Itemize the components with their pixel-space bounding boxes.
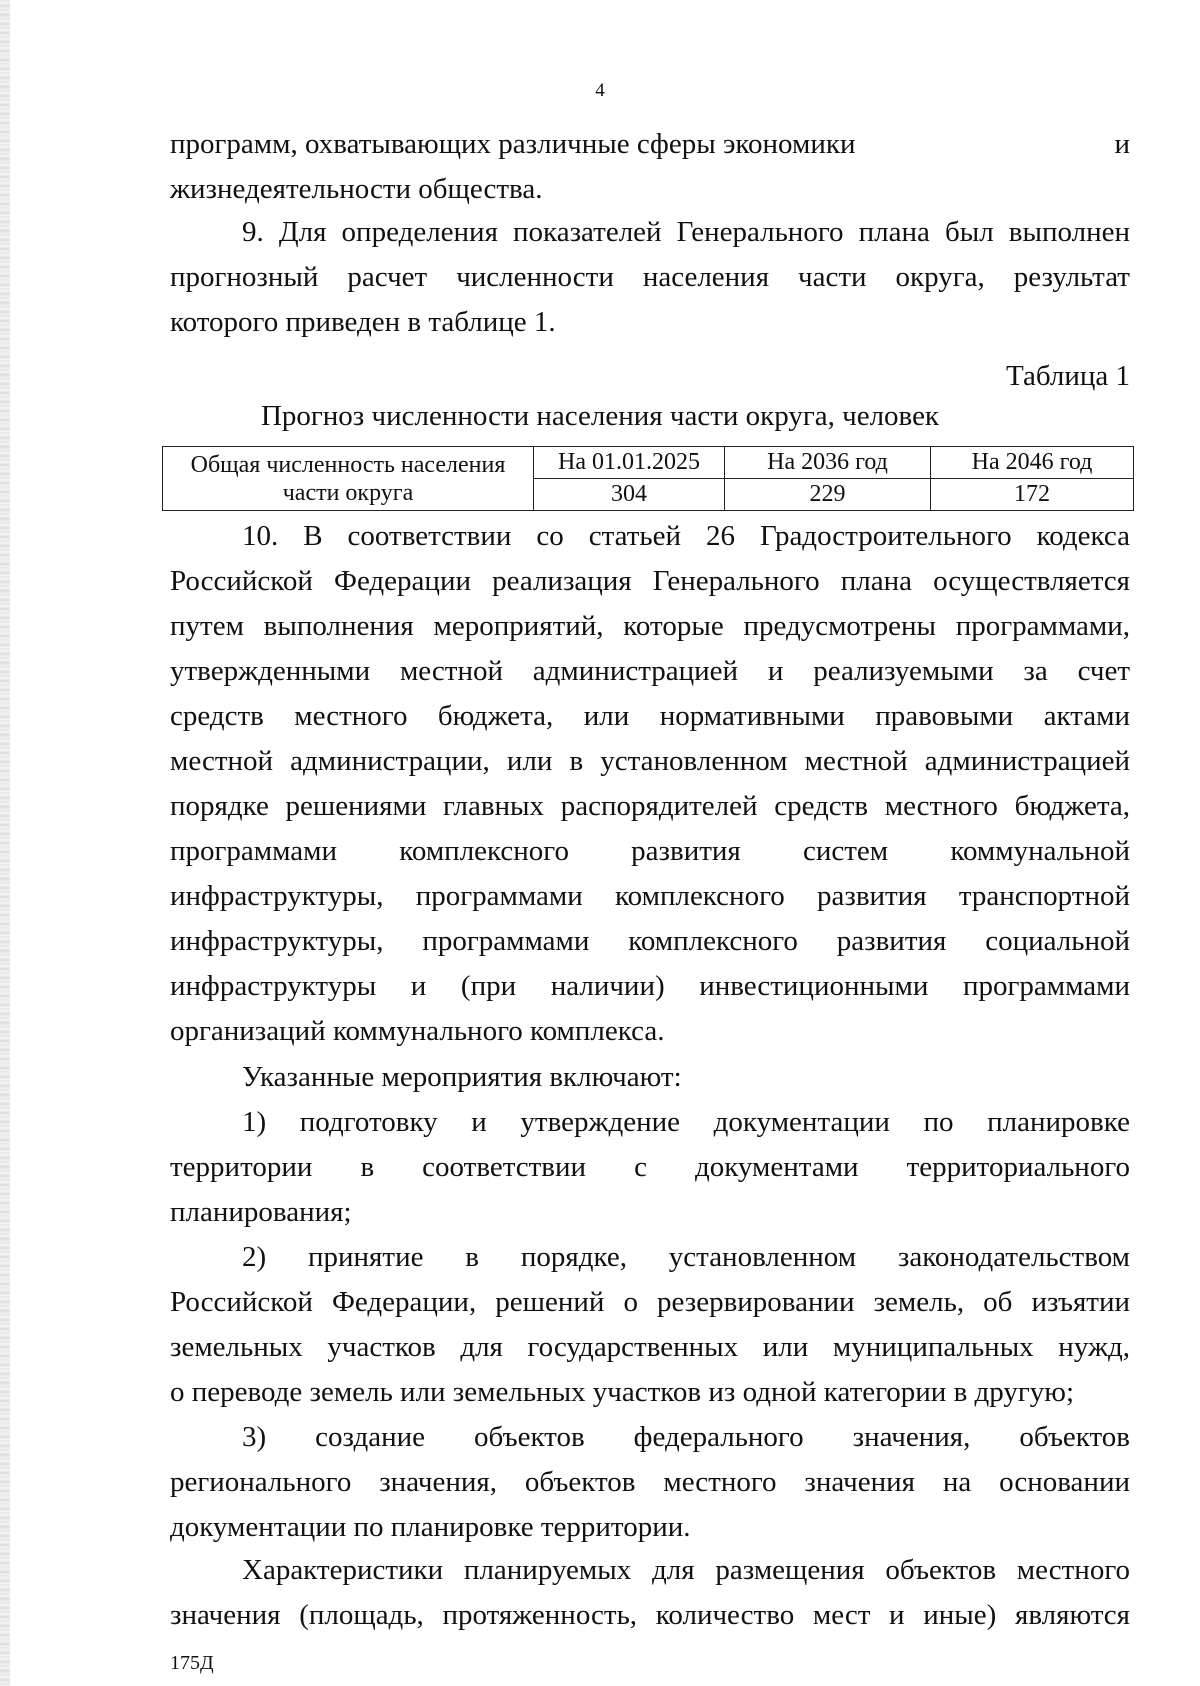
list-item-2 [170,1235,1130,1415]
list-item-1 [170,1100,1130,1235]
measures-intro-line: Указанные мероприятия включают: [242,1061,682,1093]
p10-line: средств местного бюджета, или нормативными правовыми актами [170,700,1130,732]
p10-line: путем выполнения мероприятий, которые предусмотрены программами, [170,610,1130,642]
paragraph-9 [170,210,1130,345]
intro-line-1-end: и [1114,128,1130,160]
column-header-2046: На 2046 год [931,447,1134,479]
row-header-cell: Общая численность населения части округа [163,447,534,511]
intro-line-2: жизнедеятельности общества. [170,173,543,205]
item2-line: о переводе земель или земельных участков из одной категории в другую; [170,1376,1075,1408]
last-line: Характеристики планируемых для размещения объектов местного [242,1554,1130,1586]
scan-edge [0,0,10,1686]
paragraph-intro [170,122,1130,212]
p10-line: организаций коммунального комплекса. [170,1015,665,1047]
p10-line: инфраструктуры, программами комплексного развития транспортной [170,880,1130,912]
item3-line: регионального значения, объектов местного значения на основании [170,1466,1130,1498]
value-2036: 229 [725,479,931,511]
page-number: 4 [595,80,605,101]
item2-line: земельных участков для государственных или муниципальных нужд, [170,1331,1130,1363]
p10-line: местной администрации, или в установленном местной администрацией [170,745,1130,777]
p9-line: которого приведен в таблице 1. [170,306,556,338]
list-item-3 [170,1415,1130,1550]
table-row [163,447,1134,479]
column-header-2036: На 2036 год [725,447,931,479]
paragraph-last [170,1548,1130,1638]
last-line: значения (площадь, протяженность, количество мест и иные) являются [170,1599,1130,1631]
p10-line: инфраструктуры, программами комплексного развития социальной [170,925,1130,957]
footer-code: 175Д [170,1652,214,1674]
p10-line: утвержденными местной администрацией и реализуемыми за счет [170,655,1130,687]
item3-line: 3) создание объектов федерального значения, объектов [242,1421,1130,1453]
paragraph-10 [170,514,1130,1054]
item2-line: 2) принятие в порядке, установленном законодательством [242,1241,1130,1273]
value-2046: 172 [931,479,1134,511]
table-caption: Прогноз численности населения части округа, человек [260,400,940,432]
item1-line: планирования; [170,1196,352,1228]
item2-line: Российской Федерации, решений о резервировании земель, об изъятии [170,1286,1130,1318]
p10-line: Российской Федерации реализация Генерального плана осуществляется [170,565,1130,597]
p10-line: программами комплексного развития систем коммунальной [170,835,1130,867]
value-2025: 304 [534,479,725,511]
p10-line: инфраструктуры и (при наличии) инвестиционными программами [170,970,1130,1002]
item3-line: документации по планировке территории. [170,1511,691,1543]
population-table [162,446,1134,511]
p10-line: порядке решениями главных распорядителей средств местного бюджета, [170,790,1130,822]
item1-line: территории в соответствии с документами территориального [170,1151,1130,1183]
p9-line: 9. Для определения показателей Генерального плана был выполнен [242,216,1130,248]
intro-line-1: программ, охватывающих различные сферы экономики [170,128,856,160]
table-label: Таблица 1 [1005,360,1130,392]
p9-line: прогнозный расчет численности населения части округа, результат [170,261,1130,293]
column-header-2025: На 01.01.2025 [534,447,725,479]
measures-intro [170,1055,1130,1100]
p10-line: 10. В соответствии со статьей 26 Градостроительного кодекса [242,520,1130,552]
item1-line: 1) подготовку и утверждение документации по планировке [242,1106,1130,1138]
